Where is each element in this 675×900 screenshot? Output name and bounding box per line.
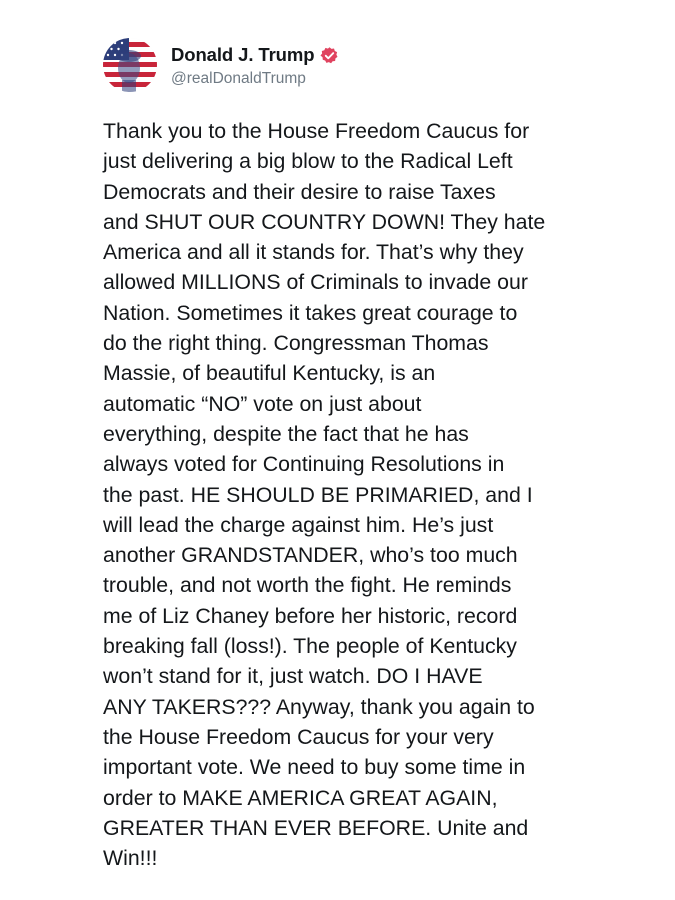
american-flag-portrait-icon [103, 38, 157, 92]
post-text: Thank you to the House Freedom Caucus for just delivering a big blow to the Radical Left Democrats and their desire to raise Taxes and SHUT OUR COUNTRY DOWN! They hate America and all it stands for. That’s why they allowed MILLIONS of Criminals to invade our Nation. Sometimes it takes great courage to do the right thing. Congressman Thomas Massie, of beautiful Kentucky, is an automatic “NO” vote on just about everything, despite the fact that he has always voted for Continuing Resolutions in the past. HE SHOULD BE PRIMARIED, and I will lead the charge against him. He’s just another GRANDSTANDER, who’s too much trouble, and not worth the fight. He reminds me of Liz Chaney before her historic, record breaking fall (loss!). The people of Kentucky won’t stand for it, just watch. DO I HAVE ANY TAKERS??? Anyway, thank you again to the House Freedom Caucus for your very important vote. We need to buy some time in order to MAKE AMERICA GREAT AGAIN, GREATER THAN EVER BEFORE. Unite and Win!!! [103, 119, 546, 871]
author-handle[interactable]: @realDonaldTrump [171, 70, 306, 87]
post-header [103, 37, 339, 93]
avatar[interactable] [103, 38, 157, 92]
author-name[interactable]: Donald J. Trump [171, 44, 315, 65]
author-identity [171, 42, 339, 88]
verified-badge-icon [320, 46, 339, 65]
name-row [171, 42, 339, 68]
